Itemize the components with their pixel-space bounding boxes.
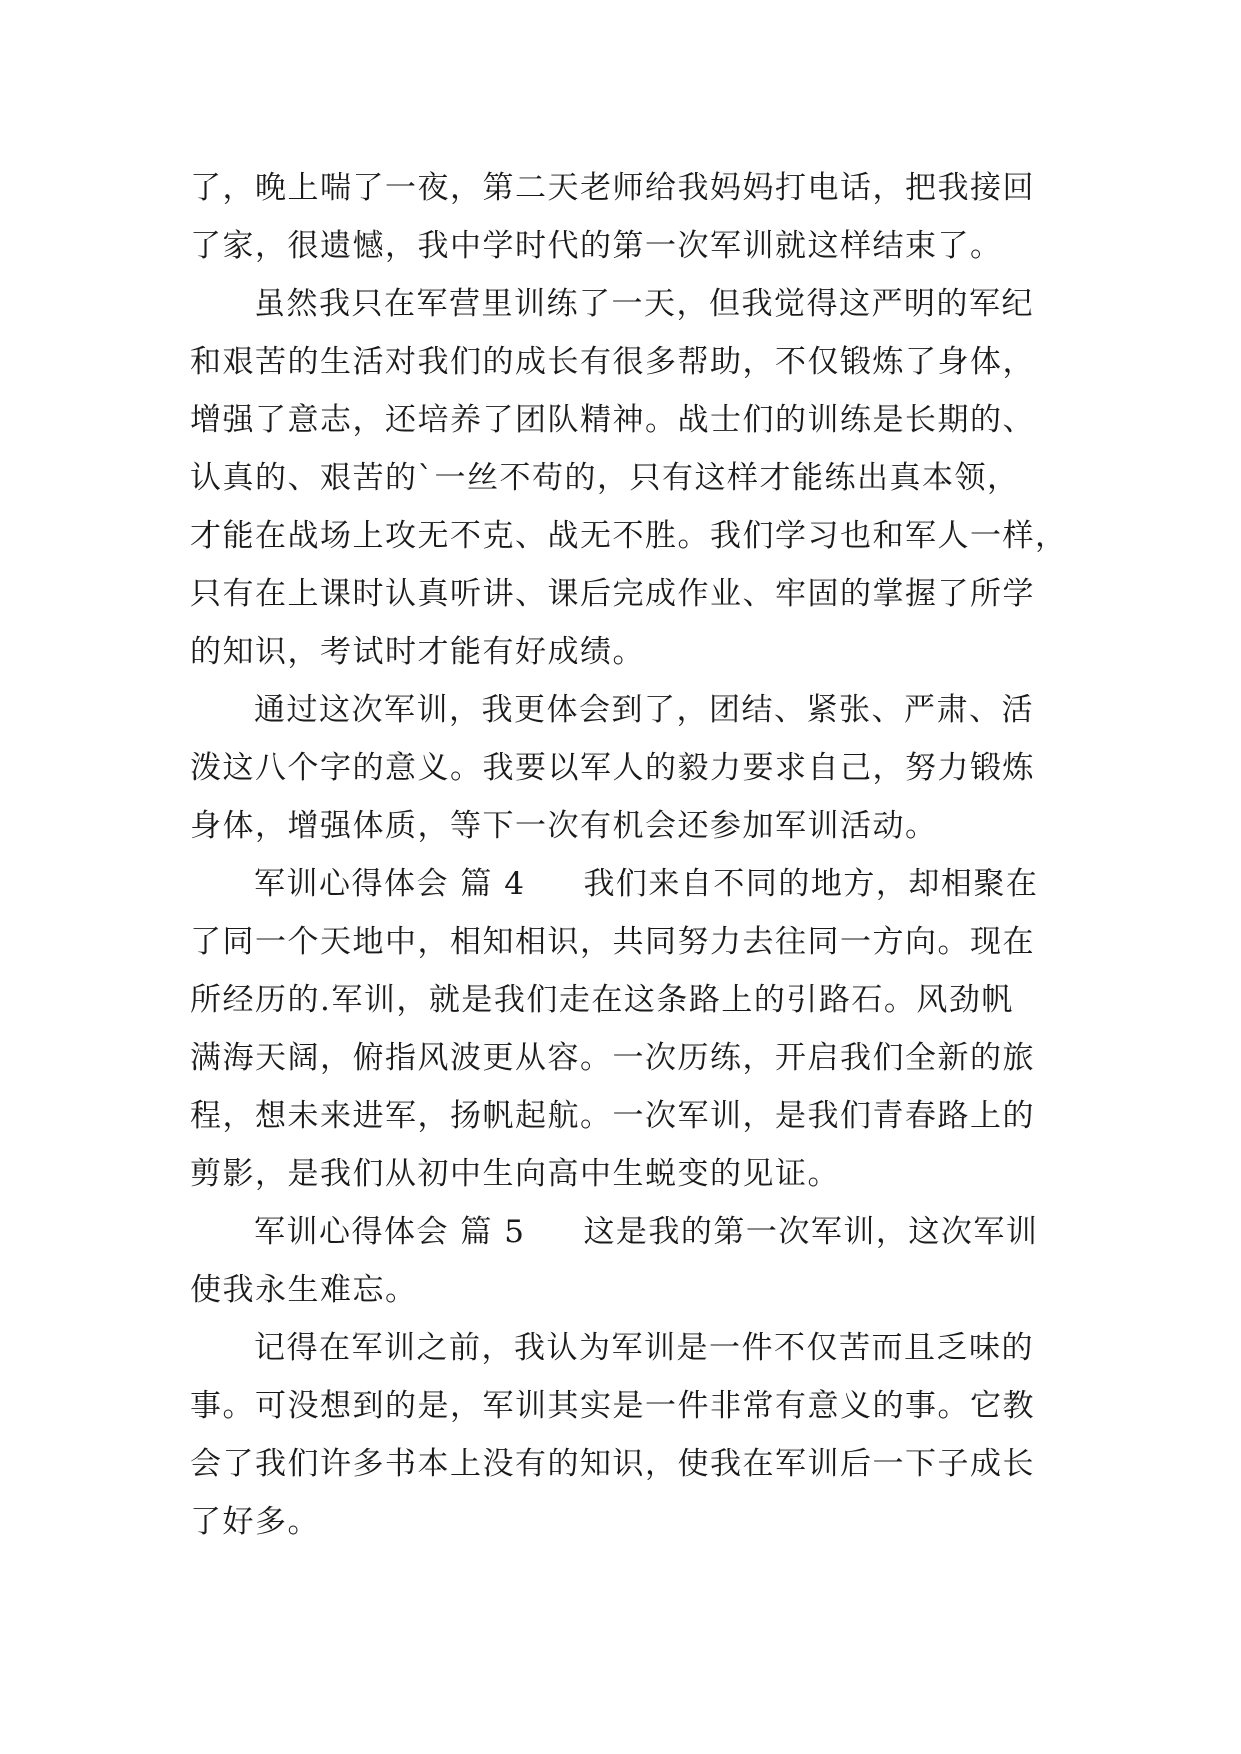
paragraph-first-line: 虽然我只在军营里训练了一天，但我觉得这严明的军纪	[254, 286, 1034, 322]
text-line: 了同一个天地中，相知相识，共同努力去往同一方向。现在	[190, 924, 1035, 960]
section-text: 这是我的第一次军训，这次军训	[583, 1214, 1039, 1250]
text-line: 会了我们许多书本上没有的知识，使我在军训后一下子成长	[190, 1446, 1035, 1482]
text-line: 剪影，是我们从初中生向高中生蜕变的见证。	[190, 1156, 840, 1192]
text-line: 程，想未来进军，扬帆起航。一次军训，是我们青春路上的	[190, 1098, 1035, 1134]
section-heading-line-5	[190, 1203, 1050, 1261]
section-heading-4: 军训心得体会 篇 4	[254, 866, 526, 902]
text-line: 和艰苦的生活对我们的成长有很多帮助，不仅锻炼了身体，	[190, 344, 1035, 380]
document-body	[190, 159, 1068, 1551]
text-line: 了家，很遗憾，我中学时代的第一次军训就这样结束了。	[190, 228, 1003, 264]
text-line: 增强了意志，还培养了团队精神。战士们的训练是长期的、	[190, 402, 1035, 438]
text-line: 满海天阔，俯指风波更从容。一次历练，开启我们全新的旅	[190, 1040, 1035, 1076]
text-line: 的知识，考试时才能有好成绩。	[190, 634, 645, 670]
text-line: 使我永生难忘。	[190, 1272, 418, 1308]
section-text: 我们来自不同的地方，却相聚在	[583, 866, 1039, 902]
text-line: 了好多。	[190, 1504, 320, 1540]
text-line: 认真的、艰苦的`一丝不苟的，只有这样才能练出真本领，	[190, 460, 1020, 496]
text-line: 事。可没想到的是，军训其实是一件非常有意义的事。它教	[190, 1388, 1035, 1424]
section-heading-line-4	[190, 855, 1050, 913]
text-line: 才能在战场上攻无不克、战无不胜。我们学习也和军人一样，	[190, 518, 1068, 554]
paragraph-first-line: 通过这次军训，我更体会到了，团结、紧张、严肃、活	[254, 692, 1034, 728]
text-line: 身体，增强体质，等下一次有机会还参加军训活动。	[190, 808, 938, 844]
paragraph-first-line: 记得在军训之前，我认为军训是一件不仅苦而且乏味的	[254, 1330, 1034, 1366]
text-line: 泼这八个字的意义。我要以军人的毅力要求自己，努力锻炼	[190, 750, 1035, 786]
text-line: 所经历的.军训，就是我们走在这条路上的引路石。风劲帆	[190, 982, 1014, 1018]
text-line: 了，晚上喘了一夜，第二天老师给我妈妈打电话，把我接回	[190, 170, 1035, 206]
text-line: 只有在上课时认真听讲、课后完成作业、牢固的掌握了所学	[190, 576, 1035, 612]
section-heading-5: 军训心得体会 篇 5	[254, 1214, 526, 1250]
